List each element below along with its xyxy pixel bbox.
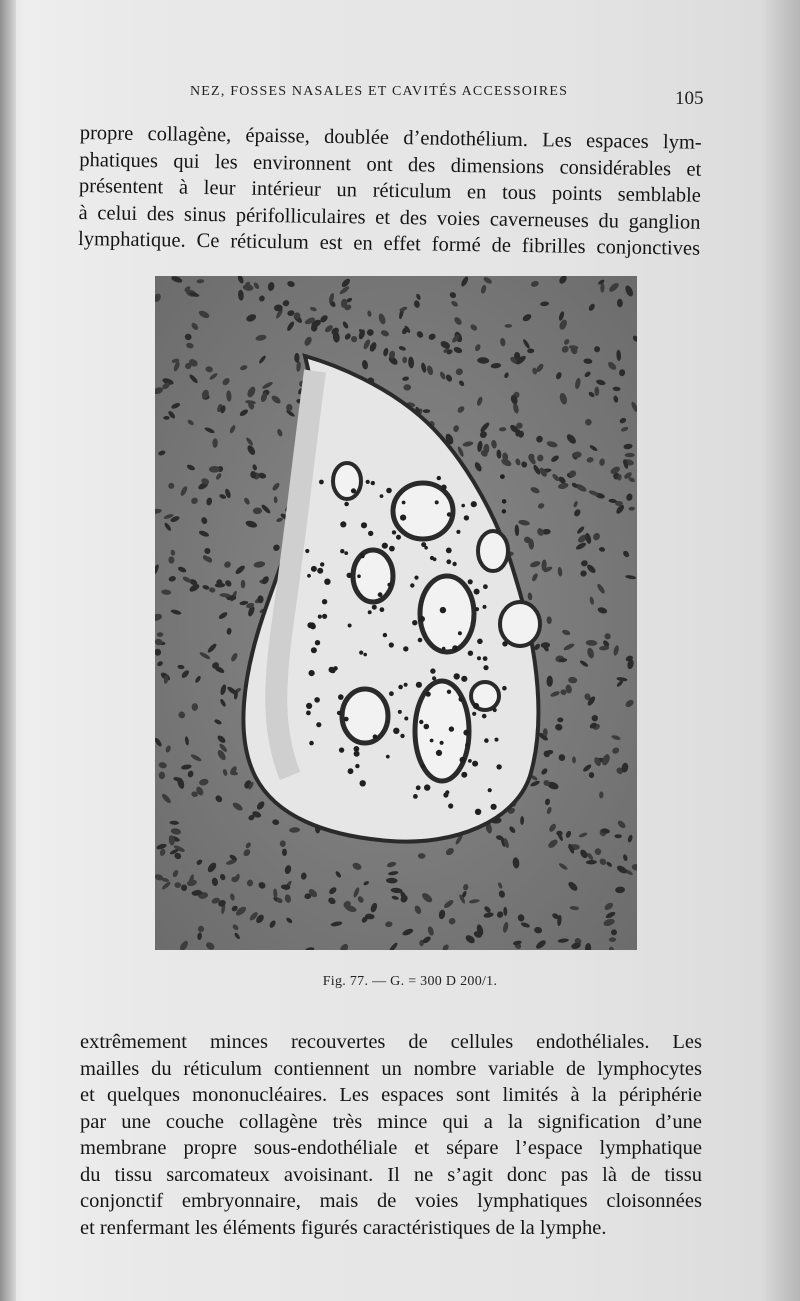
lymphocyte bbox=[472, 712, 476, 716]
lymphocyte bbox=[454, 673, 460, 679]
lymphocyte bbox=[468, 579, 473, 584]
lymphocyte bbox=[309, 670, 315, 676]
lymphocyte bbox=[400, 734, 404, 738]
page-number: 105 bbox=[675, 88, 704, 109]
bottom-paragraph-line: du tissu sarcomateux avoisinant. Il ne s’agit donc pas là de tissu bbox=[80, 1163, 702, 1186]
lymphocyte bbox=[443, 792, 448, 797]
lymphocyte bbox=[473, 704, 477, 708]
lymphocyte bbox=[344, 551, 348, 555]
lymphocyte bbox=[446, 548, 452, 554]
lymphocyte bbox=[340, 549, 344, 553]
lymphocyte bbox=[305, 549, 309, 553]
lymphocyte bbox=[493, 708, 497, 712]
lymphocyte bbox=[413, 794, 418, 799]
top-paragraph-line: propre collagène, épaisse, doublée d’endothélium. Les espaces lym- bbox=[79, 121, 702, 154]
lymphocyte bbox=[322, 614, 327, 619]
bottom-paragraph-line: par une couche collagène très mince qui a la signification d’une bbox=[80, 1110, 702, 1133]
lymphocyte bbox=[383, 633, 387, 637]
lymphocyte bbox=[446, 559, 451, 564]
lymphocyte bbox=[309, 741, 314, 746]
lymphocyte bbox=[400, 515, 406, 521]
lymphocyte bbox=[477, 639, 483, 645]
lymphocyte bbox=[318, 615, 322, 619]
lymphocyte bbox=[447, 512, 451, 516]
lymphocyte bbox=[404, 717, 408, 721]
nucleus bbox=[286, 404, 292, 411]
lymphocyte bbox=[416, 785, 421, 790]
lymphocyte bbox=[418, 638, 423, 643]
lymphocyte bbox=[448, 803, 453, 808]
lymphocyte bbox=[389, 691, 394, 696]
lymphocyte bbox=[311, 647, 317, 653]
lymphocyte bbox=[404, 683, 408, 687]
lymphocyte bbox=[389, 642, 394, 647]
lymphocyte bbox=[371, 481, 375, 485]
bottom-paragraph bbox=[80, 1029, 702, 1241]
lymphocyte bbox=[459, 697, 464, 702]
lymphocyte bbox=[348, 624, 352, 628]
lymphocyte bbox=[456, 530, 460, 534]
nucleus bbox=[615, 834, 622, 838]
lymphocyte bbox=[442, 647, 446, 651]
lymphocyte bbox=[477, 656, 481, 660]
lymphocyte bbox=[398, 685, 403, 690]
lymphocyte bbox=[410, 583, 414, 587]
running-head bbox=[180, 80, 704, 112]
lymphocyte bbox=[361, 522, 367, 528]
lymphocyte bbox=[311, 566, 317, 572]
lymphocyte bbox=[465, 743, 469, 747]
lymphocyte bbox=[329, 667, 335, 673]
lymphocyte bbox=[339, 747, 344, 752]
lymphocyte bbox=[474, 589, 480, 595]
lymphocyte bbox=[458, 631, 462, 635]
lymphocyte bbox=[387, 583, 391, 587]
lymphocyte bbox=[396, 535, 401, 540]
lymphocyte bbox=[464, 515, 469, 520]
lymphocyte bbox=[424, 724, 430, 730]
bottom-paragraph-line: et renfermant les éléments figurés caractéristiques de la lymphe. bbox=[80, 1216, 607, 1239]
lymphocyte bbox=[359, 651, 363, 655]
lymphocyte bbox=[463, 730, 469, 736]
nucleus bbox=[402, 357, 407, 364]
micrograph-image bbox=[155, 276, 637, 950]
lymphocyte bbox=[319, 480, 324, 485]
lymphocyte bbox=[402, 501, 406, 505]
lymphocyte bbox=[482, 714, 487, 719]
lymphocyte bbox=[435, 500, 439, 504]
bottom-paragraph-line: mailles du réticulum contiennent un nombre variable de lymphocytes bbox=[80, 1057, 702, 1080]
lymphocyte bbox=[355, 764, 359, 768]
lymphocyte bbox=[398, 710, 402, 714]
lymphocyte bbox=[347, 573, 352, 578]
top-paragraph-line: à celui des sinus périfolliculaires et des voies caverneuses du ganglion bbox=[78, 201, 701, 234]
lymphocyte bbox=[389, 546, 395, 552]
lymphocyte bbox=[363, 653, 367, 657]
lymphocyte bbox=[452, 562, 456, 566]
lymphocyte bbox=[386, 488, 392, 494]
lymphocyte bbox=[468, 759, 472, 763]
lymphocyte bbox=[452, 645, 458, 651]
lymphocyte bbox=[441, 485, 447, 491]
lymphocyte bbox=[461, 504, 465, 508]
bottom-paragraph-line: membrane propre sous-endothéliale et sépare l’espace lymphatique bbox=[80, 1137, 702, 1159]
lymphocyte bbox=[412, 620, 417, 625]
top-paragraph-line: présentent à leur intérieur un réticulum en tous points semblable bbox=[78, 174, 702, 207]
lymphocyte bbox=[502, 509, 506, 513]
lymphocyte bbox=[424, 784, 430, 790]
lymphocyte bbox=[357, 574, 361, 578]
lymphocyte bbox=[440, 741, 444, 745]
lymphocyte bbox=[502, 499, 507, 504]
lymphocyte bbox=[483, 605, 487, 609]
lymphocyte bbox=[314, 697, 320, 703]
lymphocyte bbox=[373, 734, 378, 739]
lymphocyte bbox=[368, 531, 373, 536]
lymphocyte bbox=[307, 574, 311, 578]
lymphocyte bbox=[372, 605, 377, 610]
lymphocyte bbox=[360, 780, 366, 786]
bottom-paragraph-line: extrêmement minces recouvertes de cellules endothéliales. Les bbox=[80, 1031, 702, 1053]
lymphocyte bbox=[322, 599, 327, 604]
lymphocyte bbox=[472, 761, 478, 767]
lymphocyte bbox=[483, 584, 488, 589]
bottom-paragraph-line: et quelques mononucléaires. Les espaces sont limités à la périphérie bbox=[80, 1084, 702, 1106]
lymphocyte bbox=[496, 764, 501, 769]
lymphocyte bbox=[380, 494, 384, 498]
lymphocyte bbox=[368, 610, 372, 614]
lymphocyte bbox=[414, 576, 418, 580]
lymphocyte bbox=[366, 480, 370, 484]
lymphocyte bbox=[337, 711, 341, 715]
lymphocyte bbox=[338, 694, 344, 700]
bottom-paragraph-line: conjonctif embryonnaire, mais de voies lymphatiques cloisonnées bbox=[80, 1190, 702, 1212]
lymphocyte bbox=[317, 568, 323, 574]
lymphocyte bbox=[430, 668, 435, 673]
lymphocyte bbox=[324, 579, 330, 585]
lymphocyte bbox=[421, 764, 425, 768]
nucleus bbox=[209, 466, 220, 473]
top-paragraph-line: lymphatique. Ce réticulum est en effet formé de fibrilles conjonctives bbox=[77, 227, 701, 260]
nucleus bbox=[625, 453, 635, 457]
lymphocyte bbox=[419, 720, 423, 724]
lymphocyte bbox=[502, 686, 507, 691]
lymphocyte bbox=[440, 607, 446, 613]
lymphocyte bbox=[344, 502, 349, 507]
lymphocyte bbox=[468, 651, 473, 656]
lymphocyte bbox=[416, 682, 422, 688]
lymphocyte bbox=[475, 809, 481, 815]
lymphocyte bbox=[382, 543, 388, 549]
running-head-title: NEZ, FOSSES NASALES ET CAVITÉS ACCESSOIRES bbox=[190, 84, 569, 99]
lymphocyte bbox=[436, 750, 442, 756]
lymphocyte bbox=[460, 757, 466, 763]
lymphocyte bbox=[403, 646, 408, 651]
lymphocyte bbox=[307, 622, 313, 628]
top-paragraph bbox=[78, 120, 702, 262]
lymphocyte bbox=[424, 546, 428, 550]
page-gutter-shadow bbox=[0, 0, 16, 1301]
lymphocyte bbox=[461, 676, 467, 682]
lymphocyte bbox=[483, 665, 488, 670]
lymphocyte bbox=[437, 476, 441, 480]
lymphocyte bbox=[500, 474, 505, 479]
lymphocyte bbox=[491, 804, 497, 810]
lymphocyte bbox=[471, 501, 477, 507]
nucleus bbox=[557, 718, 563, 723]
histology-figure bbox=[155, 276, 637, 950]
lymphocyte bbox=[393, 728, 399, 734]
lymphocyte bbox=[432, 676, 436, 680]
nucleus bbox=[543, 728, 548, 736]
lymphocyte bbox=[449, 726, 454, 731]
lymphocyte bbox=[360, 553, 365, 558]
lymphocyte bbox=[461, 772, 467, 778]
lymphocyte bbox=[386, 755, 390, 759]
lymphocyte bbox=[315, 640, 320, 645]
lymphocyte bbox=[488, 788, 492, 792]
lymphocyte bbox=[430, 556, 434, 560]
page-edge-shadow bbox=[760, 0, 800, 1301]
lymphocyte bbox=[380, 607, 385, 612]
lymphocyte bbox=[430, 739, 434, 743]
figure-caption: Fig. 77. — G. = 300 D 200/1. bbox=[322, 974, 498, 989]
lymphocyte bbox=[484, 738, 489, 743]
lymphocyte bbox=[306, 703, 312, 709]
lymphocyte bbox=[483, 656, 488, 661]
top-paragraph-line: phatiques qui les environnent ont des dimensions considérables et bbox=[79, 148, 702, 181]
lymphocyte bbox=[354, 751, 360, 757]
lymphocyte bbox=[348, 768, 354, 774]
lymphocyte bbox=[340, 521, 346, 527]
lymphocyte bbox=[351, 488, 356, 493]
lymphocyte bbox=[392, 530, 396, 534]
lymphocyte bbox=[495, 738, 499, 742]
lymphocyte bbox=[378, 592, 383, 597]
lymphocyte bbox=[320, 562, 324, 566]
lymphocyte bbox=[419, 616, 425, 622]
lymphocyte bbox=[306, 711, 311, 716]
lymphocyte bbox=[344, 717, 349, 722]
lymphocyte bbox=[447, 690, 451, 694]
lymphocyte bbox=[475, 607, 479, 611]
lymphocyte bbox=[426, 692, 431, 697]
lymphocyte bbox=[316, 722, 321, 727]
lymphocyte bbox=[502, 641, 507, 646]
